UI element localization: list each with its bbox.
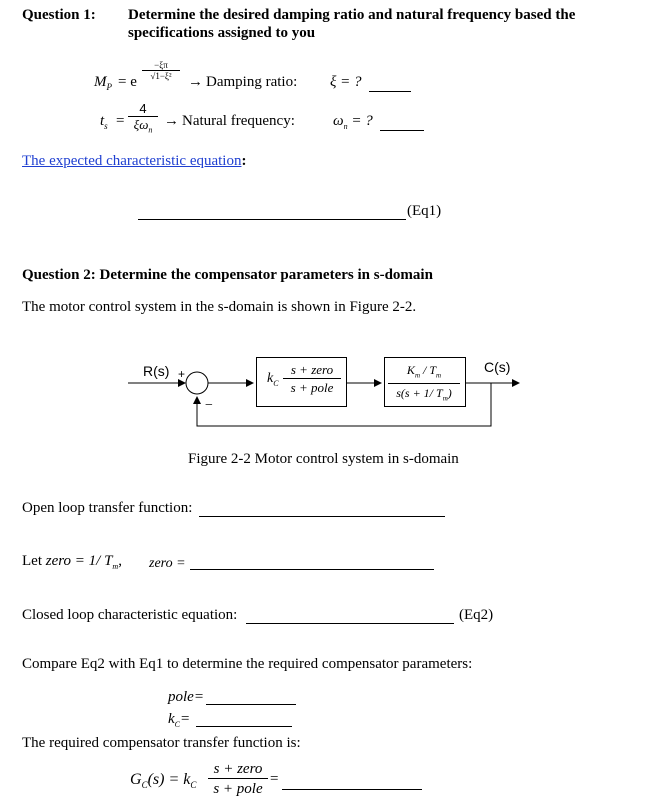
closed-loop-label: Closed loop characteristic equation: <box>22 607 238 623</box>
eq1-tag: (Eq1) <box>407 203 442 219</box>
zero-label: zero = <box>149 556 186 571</box>
eq2-tag: (Eq2) <box>459 607 494 623</box>
figure-caption: Figure 2-2 Motor control system in s-domain <box>188 451 459 467</box>
ts-equals: = <box>116 113 125 129</box>
input-label: R(s) <box>143 363 170 379</box>
mp-exponent: $\frac{-\xi\pi}{\text{√1−ξ²}}$ <box>142 60 180 81</box>
pole-blank[interactable] <box>206 704 296 705</box>
open-loop-label: Open loop transfer function: <box>22 500 193 516</box>
natural-frequency-label: Natural frequency: <box>182 113 295 129</box>
let-zero-text: Let zero = 1/ $T_m$, <box>22 553 122 571</box>
q2-intro: The motor control system in the s-domain is shown in Figure 2-2. <box>22 299 417 315</box>
q1-label: Question 1: <box>22 7 96 23</box>
pole-label: pole= <box>168 689 204 705</box>
ts-symbol: $t_s$ <box>100 113 108 131</box>
compensator-fraction: s + zero s + pole <box>283 362 341 397</box>
summing-junction <box>186 372 208 394</box>
expected-char-eq-label[interactable]: The expected characteristic equation: <box>22 153 247 169</box>
q1-title-line1: Determine the desired damping ratio and natural frequency based the <box>128 7 576 23</box>
closed-loop-blank[interactable] <box>246 623 454 624</box>
arrow-natfreq: → <box>164 113 179 129</box>
mp-symbol: $M_P$ <box>94 74 112 92</box>
gc-fraction: s + zero s + pole <box>208 760 268 799</box>
kc-label: $k_C=$ <box>168 711 191 729</box>
gc-blank[interactable] <box>282 789 422 790</box>
arrow-damping: → <box>188 74 203 90</box>
ts-fraction: 4 $\xi\omega_n$ <box>128 101 158 139</box>
damping-ratio-expr: ξ = ? <box>330 74 362 90</box>
gc-lhs: $G_C(s) = k_C$ <box>130 771 197 791</box>
plant-fraction: $\frac{K_m / T_m}{s(s + 1/ T_m)}$ <box>388 362 460 408</box>
output-label: C(s) <box>484 359 511 375</box>
required-text: The required compensator transfer function is: <box>22 735 301 751</box>
q1-title-line2: specifications assigned to you <box>128 25 316 41</box>
damping-ratio-label: Damping ratio: <box>206 74 298 90</box>
compensator-gain: $k_C$ <box>267 371 279 388</box>
mp-equals-e: = e <box>118 74 137 90</box>
plus-sign: + <box>178 367 186 381</box>
zero-blank[interactable] <box>190 569 434 570</box>
kc-blank[interactable] <box>196 726 292 727</box>
q2-title: Question 2: Determine the compensator parameters in s-domain <box>22 267 433 283</box>
gc-equals: = <box>270 771 279 787</box>
compare-text: Compare Eq2 with Eq1 to determine the required compensator parameters: <box>22 656 473 672</box>
open-loop-blank[interactable] <box>199 516 445 517</box>
minus-sign: − <box>205 398 213 413</box>
natural-frequency-expr: $\omega_n$ = ? <box>333 113 373 131</box>
